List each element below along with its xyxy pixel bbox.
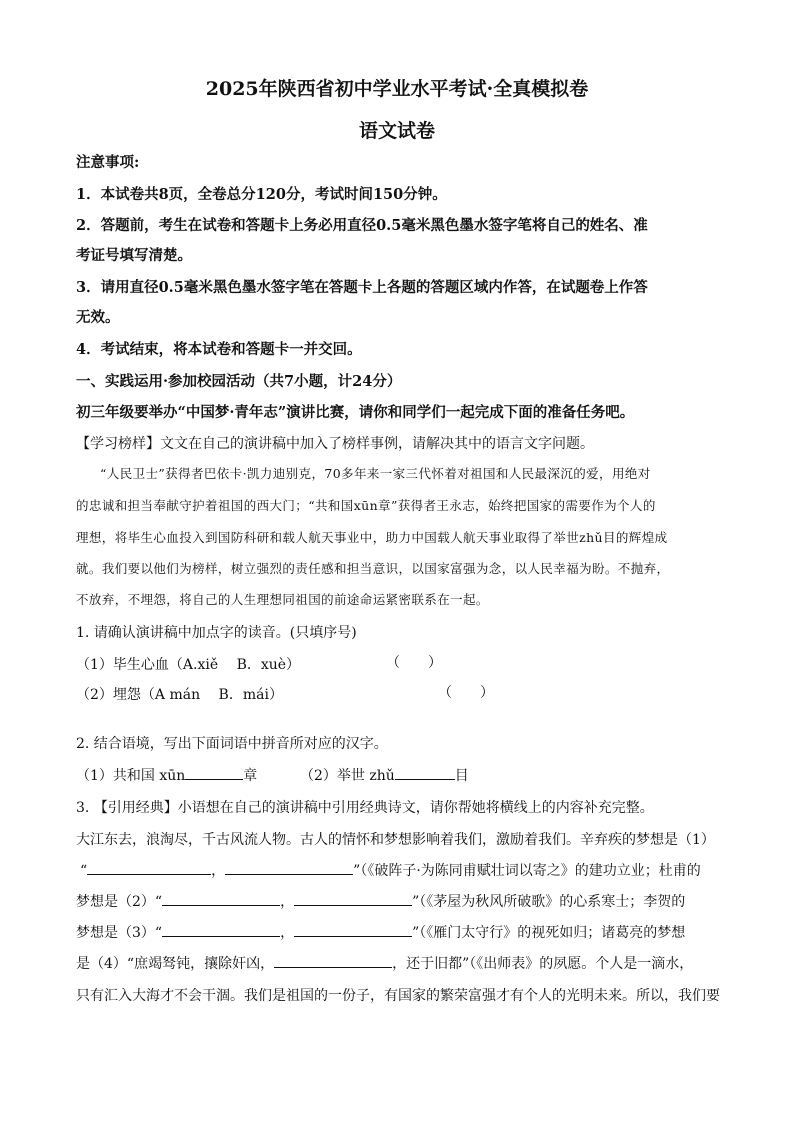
q3-prefix-3: 梦想是（3）“: [76, 925, 163, 941]
q2-stem: 2. 结合语境，写出下面词语中拼音所对应的汉字。: [76, 736, 388, 752]
q3-blank-2a[interactable]: [162, 891, 280, 906]
q2-item-1-prefix: （1）共和国 xūn: [76, 768, 186, 784]
q1-option-1: （1）毕生心血（A.xiě B．xuè）: [76, 657, 301, 673]
q2-item-1: [76, 765, 257, 785]
q3-blank-4[interactable]: [274, 953, 392, 968]
q3-blank-3a[interactable]: [162, 922, 280, 937]
q1-answer-1[interactable]: （ ）: [386, 655, 442, 671]
exam-subtitle: 语文试卷: [358, 120, 435, 142]
notice-heading: 注意事项:: [76, 154, 140, 171]
q3-quote-open: “: [80, 863, 88, 879]
q3-line: [76, 891, 685, 911]
notice-item-2: 2．答题前，考生在试卷和答题卡上务必用直径0.5毫米黑色墨水签字笔将自己的姓名、准: [76, 217, 648, 234]
passage-line: 的忠诚和担当奉献守护着祖国的西大门；“共和国xūn章”获得者王永志，始终把国家的需要作为个人的: [76, 498, 656, 513]
notice-item-3-cont: 无效。: [76, 309, 120, 326]
q3-source-4: ，还于旧都”（《出师表》的夙愿。个人是一滴水，: [392, 956, 694, 972]
task-prompt: 【学习榜样】文文在自己的演讲稿中加入了榜样事例，请解决其中的语言文字问题。: [76, 436, 594, 452]
passage-line: “人民卫士”获得者巴依卡·凯力迪别克，70多年来一家三代怀着对祖国和人民最深沉的爱，用绝对: [100, 466, 651, 481]
passage-line: 理想，将毕生心血投入到国防科研和载人航天事业中，助力中国载人航天事业取得了举世zhǔ目的辉煌成: [76, 530, 668, 545]
q3-comma: ，: [211, 863, 226, 879]
q3-comma: ，: [280, 894, 295, 910]
exam-title: 2025年陕西省初中学业水平考试·全真模拟卷: [205, 78, 589, 100]
q3-source-2: ”（《茅屋为秋风所破歌》的心系寒士；李贺的: [412, 894, 686, 910]
q2-blank-1[interactable]: [185, 765, 243, 780]
q3-blank-2b[interactable]: [294, 891, 412, 906]
q3-blank-1a[interactable]: [87, 860, 211, 875]
q2-item-1-suffix: 章: [243, 768, 258, 784]
q3-line: [80, 860, 701, 880]
notice-item-2-cont: 考证号填写清楚。: [76, 247, 192, 264]
q3-blank-3b[interactable]: [294, 922, 412, 937]
q3-source-3: ”（《雁门太守行》的视死如归；诸葛亮的梦想: [412, 925, 686, 941]
q2-item-2-prefix: （2）举世 zhǔ: [300, 768, 395, 784]
passage-line: 就。我们要以他们为榜样，树立强烈的责任感和担当意识，以国家富强为念，以人民幸福为盼。不抛弃，: [76, 561, 670, 576]
q3-comma: ，: [280, 925, 295, 941]
q3-prefix-2: 梦想是（2）“: [76, 894, 163, 910]
q3-source-1: ”（《破阵子·为陈同甫赋壮词以寄之》的建功立业；杜甫的: [353, 863, 701, 879]
section-intro: 初三年级要举办“中国梦·青年志”演讲比赛，请你和同学们一起完成下面的准备任务吧。: [76, 404, 635, 421]
q1-answer-2[interactable]: （ ）: [438, 685, 494, 701]
section-heading: 一、实践运用·参加校园活动（共7小题，计24分）: [76, 373, 402, 390]
q3-line: [76, 953, 693, 973]
q3-line: 大江东去，浪淘尽，千古风流人物。古人的情怀和梦想影响着我们，激励着我们。辛弃疾的梦想是（1）: [76, 832, 715, 848]
notice-item-1: 1．本试卷共8页，全卷总分120分，考试时间150分钟。: [76, 186, 447, 203]
passage-line: 不放弃，不埋怨，将自己的人生理想同祖国的前途命运紧密联系在一起。: [76, 592, 489, 607]
q2-item-2-suffix: 目: [454, 768, 469, 784]
q3-prefix-4: 是（4）“庶竭驽钝，攘除奸凶，: [76, 956, 275, 972]
q2-blank-2[interactable]: [395, 765, 455, 780]
q2-item-2: [300, 765, 469, 785]
notice-item-3: 3．请用直径0.5毫米黑色墨水签字笔在答题卡上各题的答题区域内作答，在试题卷上作答: [76, 279, 648, 296]
q3-line: [76, 922, 685, 942]
q3-blank-1b[interactable]: [225, 860, 353, 875]
q1-option-2: （2）埋怨（A mán B．mái）: [76, 687, 283, 703]
notice-item-4: 4．考试结束，将本试卷和答题卡一并交回。: [76, 341, 362, 358]
q3-stem: 3. 【引用经典】小语想在自己的演讲稿中引用经典诗文，请你帮她将横线上的内容补充完整。: [76, 800, 654, 816]
q1-stem: 1. 请确认演讲稿中加点字的读音。(只填序号): [76, 625, 357, 641]
q3-line: 只有汇入大海才不会干涸。我们是祖国的一份子，有国家的繁荣富强才有个人的光明未来。所以，我们要: [76, 988, 720, 1004]
